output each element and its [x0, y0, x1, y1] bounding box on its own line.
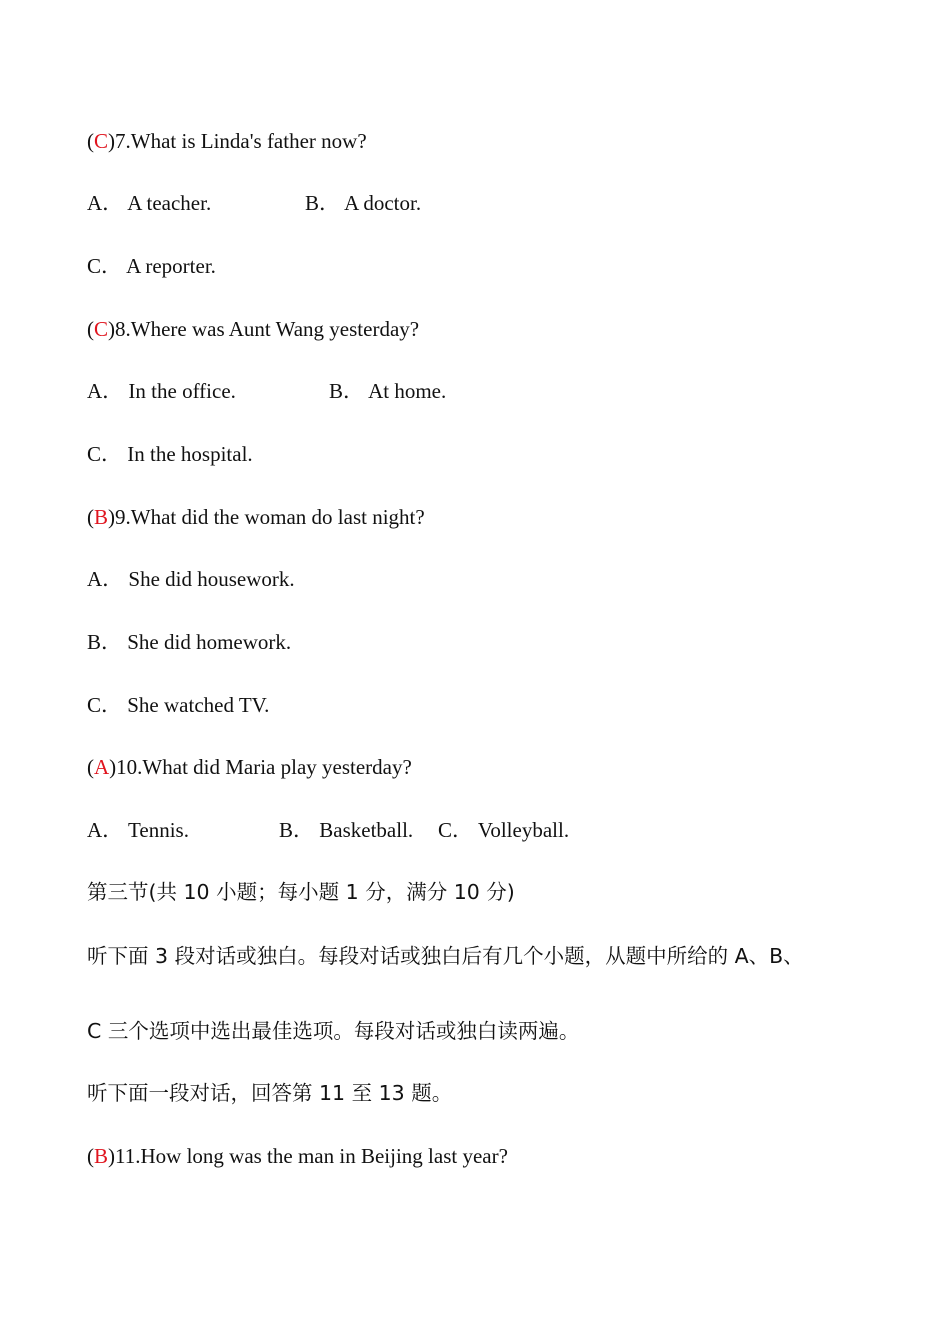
question-7-answer: C: [94, 129, 109, 153]
question-10-option-c: C． Volleyball.: [438, 818, 570, 842]
section-3-heading: 第三节(共 10 小题；每小题 1 分，满分 10 分): [87, 880, 515, 904]
question-10-option-a: A． Tennis.: [87, 818, 189, 842]
question-11-answer: B: [94, 1144, 109, 1168]
question-8-answer: C: [94, 317, 109, 341]
question-7-stem: (C)7.What is Linda's father now?: [87, 129, 367, 153]
section-3-listening-prompt: 听下面一段对话，回答第 11 至 13 题。: [87, 1081, 453, 1105]
section-3-instruction-line-2: C 三个选项中选出最佳选项。每段对话或独白读两遍。: [87, 1019, 580, 1043]
question-8-option-c: C． In the hospital.: [87, 442, 253, 466]
question-9-stem: (B)9.What did the woman do last night?: [87, 505, 425, 529]
question-10-option-b: B． Basketball.: [279, 818, 414, 842]
question-8-stem: (C)8.Where was Aunt Wang yesterday?: [87, 317, 420, 341]
question-7-option-c: C． A reporter.: [87, 254, 216, 278]
section-3-instruction-line-1: 听下面 3 段对话或独白。每段对话或独白后有几个小题，从题中所给的 A、B、: [87, 944, 804, 968]
question-10-stem: (A)10.What did Maria play yesterday?: [87, 755, 412, 779]
question-9-option-b: B． She did homework.: [87, 630, 292, 654]
question-10-answer: A: [94, 755, 110, 779]
question-8-options-row: [87, 378, 587, 404]
question-10-options-row: [87, 817, 687, 843]
question-9-option-c: C． She watched TV.: [87, 693, 270, 717]
question-7-options-row: [87, 190, 587, 216]
question-7-option-a: A． A teacher.: [87, 191, 212, 215]
question-11-stem: (B)11.How long was the man in Beijing last year?: [87, 1144, 508, 1168]
question-8-option-a: A． In the office.: [87, 379, 236, 403]
question-9-option-a: A． She did housework.: [87, 567, 295, 591]
question-7-option-b: B． A doctor.: [305, 191, 422, 215]
question-8-option-b: B． At home.: [329, 379, 447, 403]
question-9-answer: B: [94, 505, 109, 529]
